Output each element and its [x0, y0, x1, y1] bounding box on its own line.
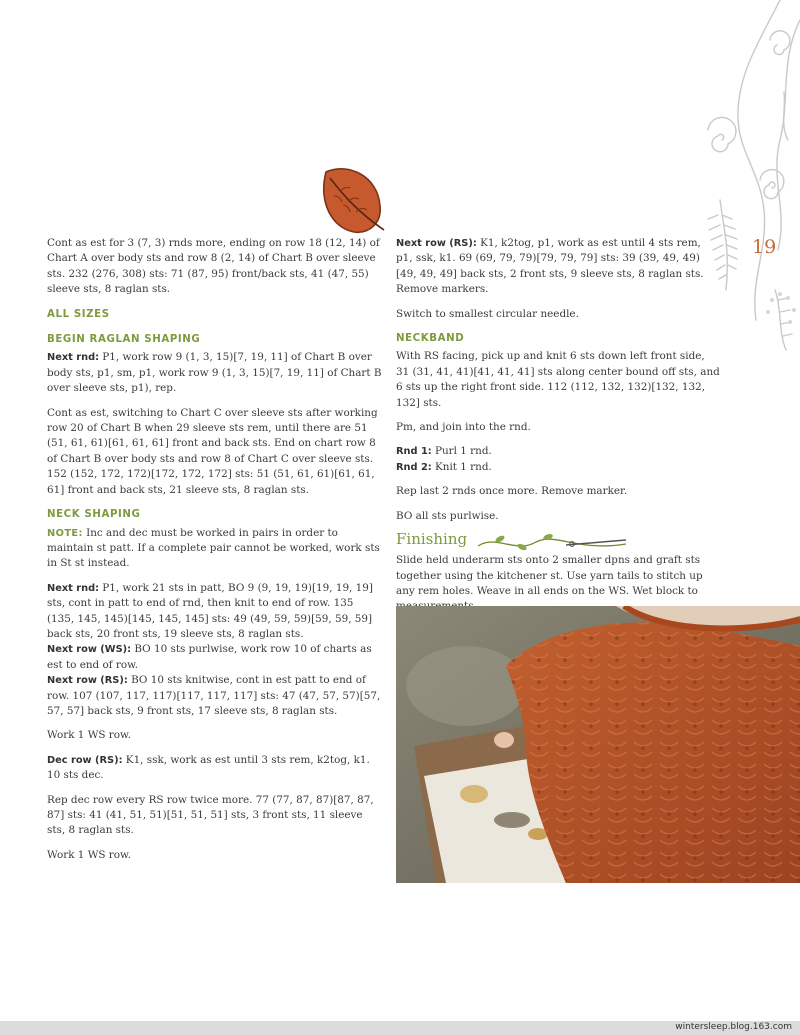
- neckband-heading: NECKBAND: [396, 333, 465, 345]
- note-paragraph: [47, 526, 382, 572]
- sweater-photo-image: [396, 606, 800, 883]
- rnd-1-text: Purl 1 rnd.: [431, 445, 492, 458]
- rep-dec-paragraph: Rep dec row every RS row twice more. 77 (77, 87, 87)[87, 87, 87] sts: 41 (41, 51, 51)[51, 51, 51] sts, 3 front sts, 11 sleeve sts, 8 raglan sts.: [47, 793, 374, 837]
- next-row-rs: [47, 673, 382, 719]
- note-label: NOTE:: [47, 527, 83, 539]
- neck-next-rnd-text: P1, work 21 sts in patt, BO 9 (9, 19, 19)[19, 19, 19] sts, cont in patt to end of rnd, then knit to end of row. 135 (135, 145, 145)[145, 145, 145] sts: 49 (49, 59, 59)[59, 59, 59] back sts, 20 front sts, 19 sleeve sts, 8 raglan sts.: [47, 581, 373, 640]
- finishing-heading: Finishing: [396, 530, 468, 549]
- neck-next-rnd: [47, 581, 382, 643]
- vine-needle-illustration: [476, 528, 636, 556]
- next-row-rs-text: BO 10 sts knitwise, cont in est patt to end of row. 107 (107, 117, 117)[117, 117, 117] sts: 47 (47, 57, 57)[57, 57, 57] back sts, 9 front sts, 17 sleeve sts, 8 raglan sts.: [47, 674, 381, 717]
- rnd-1: [396, 444, 720, 459]
- work-ws-row-2: Work 1 WS row.: [47, 848, 131, 861]
- bo-all: BO all sts purlwise.: [396, 509, 499, 522]
- neck-shaping-heading: NECK SHAPING: [47, 509, 141, 521]
- all-sizes-heading: ALL SIZES: [47, 308, 110, 320]
- leaf-illustration: [318, 162, 390, 236]
- next-row-ws-label: Next row (WS):: [47, 644, 132, 656]
- page-number: 19: [752, 236, 777, 258]
- left-column: [47, 236, 382, 872]
- dec-row-text: K1, ssk, work as est until 3 sts rem, k2tog, k1. 10 sts dec.: [47, 753, 370, 782]
- footer-watermark: wintersleep.blog.163.com: [675, 1022, 792, 1032]
- neckband-paragraph: With RS facing, pick up and knit 6 sts down left front side, 31 (31, 41, 41)[41, 41, 41] sts along center bound off sts, and 6 sts up the right front side. 112 (112, 132, 132)[132, 132, 132] sts.: [396, 350, 720, 409]
- raglan-next-rnd-text: P1, work row 9 (1, 3, 15)[7, 19, 11] of Chart B over body sts, p1, sm, p1, work row 9 (1, 3, 15)[7, 19, 11] of Chart B over sleeve sts, p1), rep.: [47, 351, 382, 395]
- right-column: [396, 236, 720, 624]
- right-next-row-rs-text: K1, k2tog, p1, work as est until 4 sts rem, p1, ssk, k1. 69 (69, 79, 79)[79, 79, 79] sts: 39 (39, 49, 49)[49, 49, 49] back sts, 2 front sts, 9 sleeve sts, 8 raglan sts. Remove markers.: [396, 237, 704, 296]
- rnd-2: [396, 460, 720, 475]
- raglan-next-rnd-label: Next rnd:: [47, 352, 99, 364]
- sweater-photo: [396, 606, 800, 883]
- next-row-rs-label: Next row (RS):: [47, 675, 128, 687]
- next-row-ws: [47, 642, 382, 673]
- raglan-shaping-heading: BEGIN RAGLAN SHAPING: [47, 334, 201, 346]
- switch-needle: Switch to smallest circular needle.: [396, 307, 579, 320]
- rnd-2-text: Knit 1 rnd.: [431, 460, 492, 473]
- finishing-paragraph: Slide held underarm sts onto 2 smaller dpns and graft sts together using the kitchener st. Use yarn tails to stitch up any rem holes. Weave in all ends on the WS. Wet block to: [396, 554, 703, 597]
- rnd-1-label: Rnd 1:: [396, 446, 432, 458]
- pm-join: Pm, and join into the rnd.: [396, 421, 531, 434]
- note-text: Inc and dec must be worked in pairs in order to maintain st patt. If a complete pair cannot be worked, work sts in St st instead.: [47, 526, 380, 570]
- rep-last: Rep last 2 rnds once more. Remove marker.: [396, 485, 628, 498]
- finishing-heading-row: [396, 528, 720, 553]
- right-next-row-rs: [396, 236, 720, 298]
- raglan-cont-paragraph: Cont as est, switching to Chart C over sleeve sts after working row 20 of Chart B when 29 sleeve sts rem, until there are 51 (51, 61, 61)[61, 61, 61] front and back sts. End on chart row 8 of Chart B over body sts and row 8 of Chart C over sleeve sts. 152 (152, 172, 172)[172, 172, 172] sts: 51 (51, 61, 61)[61, 61, 61] front and back sts, 21 sleeve sts, 8 raglan sts.: [47, 406, 378, 496]
- rnd-2-label: Rnd 2:: [396, 461, 432, 473]
- intro-paragraph: Cont as est for 3 (7, 3) rnds more, ending on row 18 (12, 14) of Chart A over body sts and row 8 (2, 14) of Chart B over sleeve sts. 232 (276, 308) sts: 71 (87, 95) front/back sts, 41 (47, 55) sleeve sts, 8 raglan sts.: [47, 237, 380, 296]
- neck-next-rnd-label: Next rnd:: [47, 582, 99, 594]
- work-ws-row-1: Work 1 WS row.: [47, 729, 131, 742]
- dec-row-label: Dec row (RS):: [47, 754, 123, 766]
- next-row-ws-text: BO 10 sts purlwise, work row 10 of charts as est to end of row.: [47, 643, 372, 671]
- dec-row: [47, 753, 382, 784]
- raglan-next-rnd: [47, 350, 382, 396]
- right-next-row-rs-label: Next row (RS):: [396, 238, 477, 249]
